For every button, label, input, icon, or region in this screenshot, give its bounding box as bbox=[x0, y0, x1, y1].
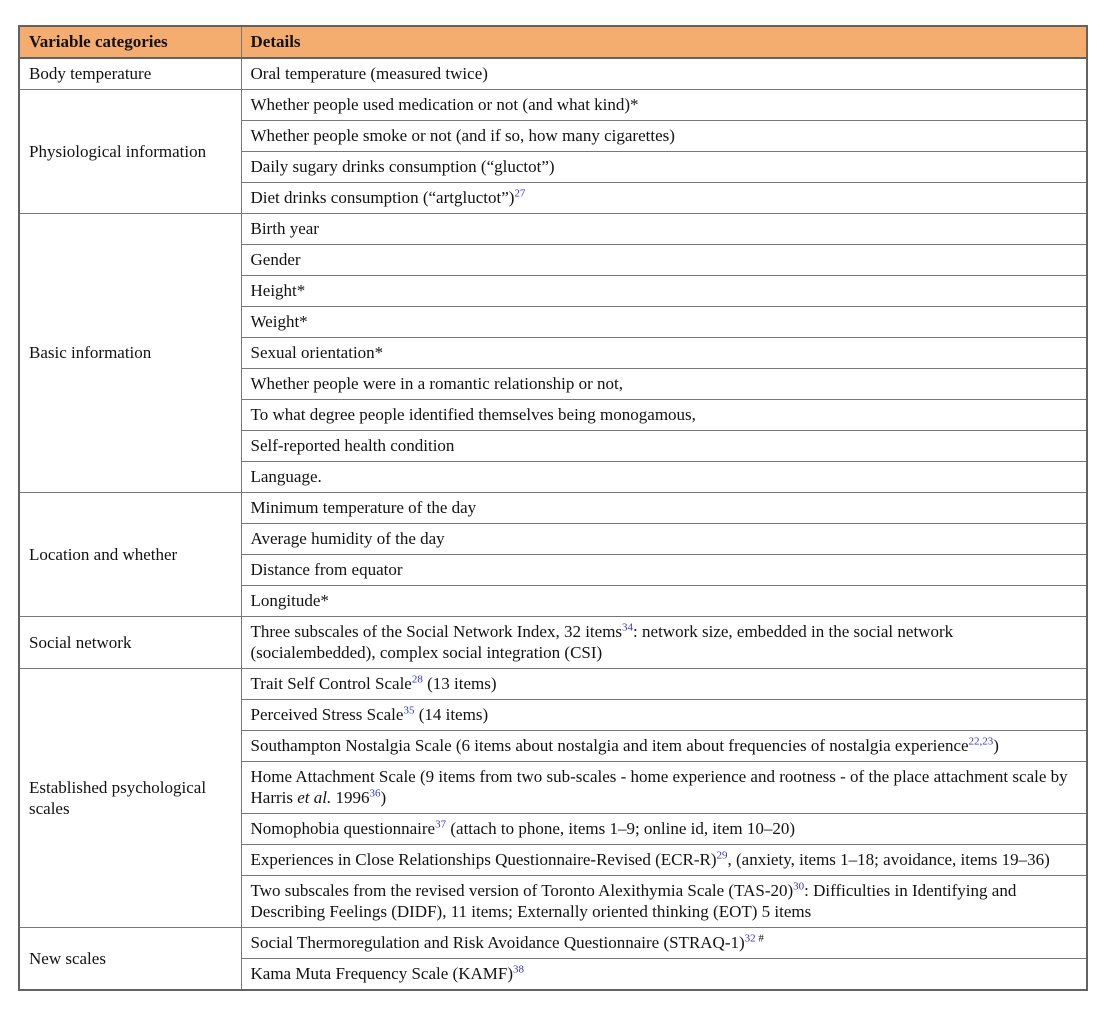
category-cell: Basic information bbox=[19, 214, 241, 493]
category-cell: Physiological information bbox=[19, 90, 241, 214]
detail-text: (14 items) bbox=[414, 705, 489, 724]
detail-text: Whether people were in a romantic relationship or not, bbox=[250, 374, 623, 393]
reference-link[interactable]: 34 bbox=[622, 621, 634, 634]
detail-text: Diet drinks consumption (“artgluctot”) bbox=[250, 188, 515, 207]
detail-cell bbox=[241, 462, 1087, 493]
detail-cell bbox=[241, 928, 1087, 959]
detail-cell bbox=[241, 152, 1087, 183]
detail-text: : Difficulties in Identifying and Describing Feelings (DIDF), 11 items; Externally oriented thinking (EOT) 5 items bbox=[250, 881, 1017, 921]
reference-link[interactable]: 28 bbox=[411, 673, 423, 686]
table-row bbox=[19, 58, 1087, 90]
note-marker: # bbox=[755, 932, 764, 945]
detail-text: Perceived Stress Scale bbox=[250, 705, 404, 724]
detail-text: (13 items) bbox=[422, 674, 497, 693]
category-cell: Established psychological scales bbox=[19, 669, 241, 928]
reference-link[interactable]: 30 bbox=[793, 880, 805, 893]
detail-text: Sexual orientation* bbox=[250, 343, 384, 362]
detail-cell bbox=[241, 183, 1087, 214]
table-row bbox=[19, 214, 1087, 245]
detail-text: ) bbox=[993, 736, 999, 755]
detail-text: To what degree people identified themselves being monogamous, bbox=[250, 405, 696, 424]
detail-text: Nomophobia questionnaire bbox=[250, 819, 436, 838]
detail-cell bbox=[241, 731, 1087, 762]
table-row bbox=[19, 669, 1087, 700]
detail-cell bbox=[241, 700, 1087, 731]
category-cell: Social network bbox=[19, 617, 241, 669]
detail-cell bbox=[241, 586, 1087, 617]
table-row bbox=[19, 493, 1087, 524]
detail-cell bbox=[241, 307, 1087, 338]
table-body bbox=[19, 58, 1087, 990]
table-row bbox=[19, 90, 1087, 121]
detail-cell bbox=[241, 245, 1087, 276]
detail-cell bbox=[241, 876, 1087, 928]
reference-link[interactable]: 27 bbox=[514, 187, 526, 200]
detail-text: Height* bbox=[250, 281, 306, 300]
detail-text: ) bbox=[380, 788, 387, 807]
detail-text: , (anxiety, items 1–18; avoidance, items 19–36) bbox=[727, 850, 1050, 869]
reference-link[interactable]: 38 bbox=[513, 963, 524, 976]
detail-text: Birth year bbox=[250, 219, 319, 238]
reference-link[interactable]: 35 bbox=[403, 704, 415, 717]
detail-text: (attach to phone, items 1–9; online id, item 10–20) bbox=[446, 819, 796, 838]
detail-text: Trait Self Control Scale bbox=[250, 674, 412, 693]
detail-text: Social Thermoregulation and Risk Avoidance Questionnaire (STRAQ-1) bbox=[250, 933, 745, 952]
detail-cell bbox=[241, 400, 1087, 431]
reference-link[interactable]: 32 bbox=[744, 932, 756, 945]
italic-text: et al. bbox=[297, 788, 332, 807]
category-cell: New scales bbox=[19, 928, 241, 991]
detail-text: : network size, embedded in the social network (socialembedded), complex social integration (CSI) bbox=[250, 622, 954, 662]
detail-text: Distance from equator bbox=[250, 560, 403, 579]
detail-cell bbox=[241, 959, 1087, 991]
reference-link[interactable]: 22,23 bbox=[968, 735, 994, 748]
detail-cell bbox=[241, 58, 1087, 90]
table-header bbox=[19, 26, 1087, 58]
detail-cell bbox=[241, 90, 1087, 121]
header-variable-categories: Variable categories bbox=[19, 26, 241, 58]
detail-cell bbox=[241, 814, 1087, 845]
detail-cell bbox=[241, 669, 1087, 700]
detail-text: Longitude* bbox=[250, 591, 329, 610]
category-cell: Body temperature bbox=[19, 58, 241, 90]
detail-cell bbox=[241, 845, 1087, 876]
detail-text: Experiences in Close Relationships Questionnaire-Revised (ECR-R) bbox=[250, 850, 717, 869]
detail-text: Gender bbox=[250, 250, 301, 269]
detail-text: Minimum temperature of the day bbox=[250, 498, 477, 517]
detail-cell bbox=[241, 214, 1087, 245]
detail-cell bbox=[241, 762, 1087, 814]
detail-cell bbox=[241, 276, 1087, 307]
table-row bbox=[19, 617, 1087, 669]
variables-table bbox=[18, 25, 1088, 991]
detail-text: Whether people smoke or not (and if so, how many cigarettes) bbox=[250, 126, 675, 145]
detail-text: Two subscales from the revised version of Toronto Alexithymia Scale (TAS-20) bbox=[250, 881, 794, 900]
table-row bbox=[19, 928, 1087, 959]
detail-text: Kama Muta Frequency Scale (KAMF) bbox=[250, 964, 513, 983]
detail-text: Weight* bbox=[250, 312, 308, 331]
detail-text: Oral temperature (measured twice) bbox=[250, 64, 488, 83]
detail-text: Average humidity of the day bbox=[250, 529, 445, 548]
detail-text: Self-reported health condition bbox=[250, 436, 455, 455]
detail-text: Whether people used medication or not (and what kind)* bbox=[250, 95, 639, 114]
detail-cell bbox=[241, 617, 1087, 669]
header-details: Details bbox=[241, 26, 1087, 58]
detail-cell bbox=[241, 524, 1087, 555]
detail-cell bbox=[241, 431, 1087, 462]
detail-text: Southampton Nostalgia Scale (6 items about nostalgia and item about frequencies of nostalgia experience bbox=[250, 736, 969, 755]
detail-text: Daily sugary drinks consumption (“gluctot”) bbox=[250, 157, 555, 176]
detail-text: Home Attachment Scale (9 items from two sub-scales - home experience and rootness - of the place attachment scale by Harris bbox=[250, 767, 1068, 807]
detail-cell bbox=[241, 369, 1087, 400]
category-cell: Location and whether bbox=[19, 493, 241, 617]
detail-text: 1996 bbox=[331, 788, 370, 807]
detail-text: Three subscales of the Social Network Index, 32 items bbox=[250, 622, 623, 641]
detail-cell bbox=[241, 555, 1087, 586]
reference-link[interactable]: 29 bbox=[716, 849, 728, 862]
detail-cell bbox=[241, 493, 1087, 524]
header-row bbox=[19, 26, 1087, 58]
detail-text: Language. bbox=[250, 467, 322, 486]
detail-cell bbox=[241, 338, 1087, 369]
reference-link[interactable]: 36 bbox=[369, 787, 381, 800]
detail-cell bbox=[241, 121, 1087, 152]
reference-link[interactable]: 37 bbox=[435, 818, 447, 831]
